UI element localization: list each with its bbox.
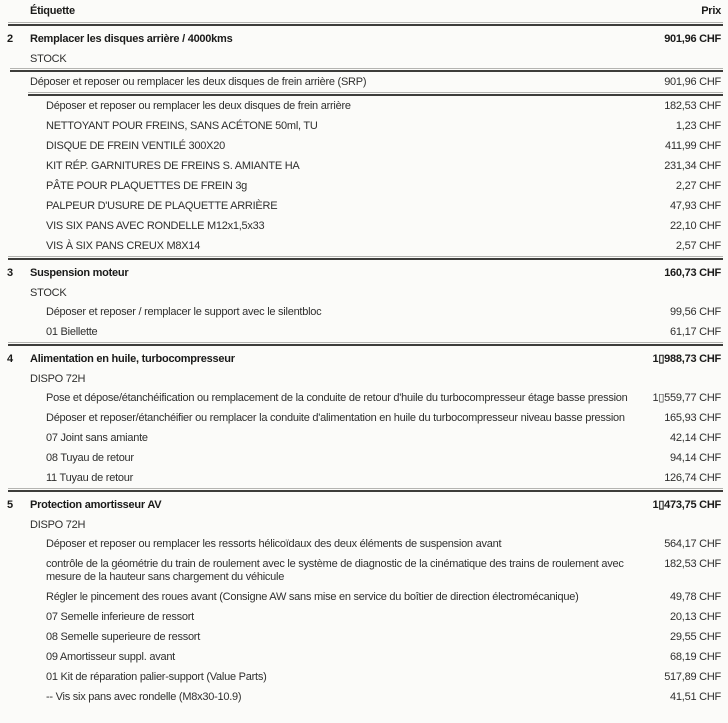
availability-label: STOCK xyxy=(30,286,67,299)
item-price: 231,34 CHF xyxy=(664,159,721,172)
section-title: Suspension moteur xyxy=(30,267,129,279)
section-title: Protection amortisseur AV xyxy=(30,499,162,511)
item-row xyxy=(0,428,728,448)
item-price: 42,14 CHF xyxy=(670,431,721,444)
item-label: PALPEUR D'USURE DE PLAQUETTE ARRIÈRE xyxy=(46,199,278,212)
availability-row xyxy=(0,284,728,302)
section-title: Alimentation en huile, turbocompresseur xyxy=(30,353,235,365)
item-row xyxy=(0,627,728,647)
item-price: 182,53 CHF xyxy=(664,99,721,112)
item-label: Déposer et reposer ou remplacer les ressorts hélicoïdaux des deux éléments de suspension avant xyxy=(46,537,502,550)
item-row xyxy=(0,156,728,176)
availability-label: STOCK xyxy=(30,52,67,65)
item-label: 09 Amortisseur suppl. avant xyxy=(46,650,175,663)
item-price: 47,93 CHF xyxy=(670,199,721,212)
item-row xyxy=(0,687,728,707)
availability-row xyxy=(0,370,728,388)
item-row xyxy=(0,667,728,687)
item-price: 68,19 CHF xyxy=(670,650,721,663)
item-label: 01 Biellette xyxy=(46,325,98,338)
section-title: Remplacer les disques arrière / 4000kms xyxy=(30,33,233,45)
item-price: 2,57 CHF xyxy=(675,239,721,252)
item-label: 08 Semelle superieure de ressort xyxy=(46,630,201,643)
item-label: VIS À SIX PANS CREUX M8X14 xyxy=(46,239,201,252)
item-row xyxy=(0,116,728,136)
item-price: 165,93 CHF xyxy=(664,411,721,424)
item-price: 1▯559,77 CHF xyxy=(652,391,721,404)
table-header-row xyxy=(0,2,728,22)
item-price: 901,96 CHF xyxy=(664,75,721,88)
item-price: 99,56 CHF xyxy=(670,305,721,318)
item-row xyxy=(0,302,728,322)
section-header-row xyxy=(0,26,728,50)
section-header-row xyxy=(0,492,728,516)
section-price: 1▯473,75 CHF xyxy=(652,499,721,511)
section-4 xyxy=(0,346,728,488)
item-label: PÂTE POUR PLAQUETTES DE FREIN 3g xyxy=(46,179,248,192)
item-price: 61,17 CHF xyxy=(670,325,721,338)
section-number: 2 xyxy=(7,33,13,45)
section-5 xyxy=(0,492,728,707)
item-row xyxy=(0,408,728,428)
section-number: 4 xyxy=(7,353,13,365)
item-price: 20,13 CHF xyxy=(670,610,721,623)
item-label: Pose et dépose/étanchéification ou remplacement de la conduite de retour d'huile du turbocompresseur étage basse pression xyxy=(46,391,628,404)
item-price: 2,27 CHF xyxy=(675,179,721,192)
item-label: Déposer et reposer / remplacer le support avec le silentbloc xyxy=(46,305,322,318)
item-price: 411,99 CHF xyxy=(665,139,721,152)
item-price: 22,10 CHF xyxy=(670,219,721,232)
item-price: 94,14 CHF xyxy=(670,451,721,464)
availability-label: DISPO 72H xyxy=(30,372,86,385)
section-2 xyxy=(0,26,728,256)
item-price: 517,89 CHF xyxy=(664,670,721,683)
section-price: 901,96 CHF xyxy=(664,33,721,45)
item-price: 182,53 CHF xyxy=(664,557,721,570)
section-header-row xyxy=(0,346,728,370)
item-price: 41,51 CHF xyxy=(670,690,721,703)
item-row xyxy=(0,236,728,256)
item-label: KIT RÉP. GARNITURES DE FREINS S. AMIANTE HA xyxy=(46,159,300,172)
item-row xyxy=(0,534,728,554)
item-row xyxy=(0,196,728,216)
item-row xyxy=(0,72,728,92)
item-row xyxy=(0,136,728,156)
item-row xyxy=(0,388,728,408)
item-label: 07 Semelle inferieure de ressort xyxy=(46,610,194,623)
item-label: Déposer et reposer ou remplacer les deux disques de frein arrière xyxy=(46,99,351,112)
item-label: Déposer et reposer ou remplacer les deux disques de frein arrière (SRP) xyxy=(30,75,367,88)
item-row xyxy=(0,216,728,236)
item-label: VIS SIX PANS AVEC RONDELLE M12x1,5x33 xyxy=(46,219,265,232)
item-row xyxy=(0,554,728,587)
item-label: 01 Kit de réparation palier-support (Value Parts) xyxy=(46,670,267,683)
availability-row xyxy=(0,50,728,68)
item-row xyxy=(0,647,728,667)
item-label: 11 Tuyau de retour xyxy=(46,471,134,484)
item-price: 49,78 CHF xyxy=(670,590,721,603)
item-label: 08 Tuyau de retour xyxy=(46,451,134,464)
item-row xyxy=(0,607,728,627)
section-number: 3 xyxy=(7,267,13,279)
item-row xyxy=(0,587,728,607)
availability-row xyxy=(0,516,728,534)
item-label: contrôle de la géométrie du train de roulement avec le système de diagnostic de la cinématique des trains de roulement avec mesure de la hauteur sans chargement du véhicule xyxy=(46,557,624,583)
item-row xyxy=(0,96,728,116)
section-3 xyxy=(0,260,728,342)
item-label: 07 Joint sans amiante xyxy=(46,431,148,444)
section-price: 160,73 CHF xyxy=(664,267,721,279)
item-row xyxy=(0,448,728,468)
item-label: NETTOYANT POUR FREINS, SANS ACÉTONE 50ml, TU xyxy=(46,119,318,132)
availability-label: DISPO 72H xyxy=(30,518,86,531)
item-label: Régler le pincement des roues avant (Consigne AW sans mise en service du boîtier de direction électromécanique) xyxy=(46,590,579,603)
item-row xyxy=(0,176,728,196)
item-label: DISQUE DE FREIN VENTILÉ 300X20 xyxy=(46,139,225,152)
section-price: 1▯988,73 CHF xyxy=(652,353,721,365)
item-label: -- Vis six pans avec rondelle (M8x30-10.9) xyxy=(46,690,242,703)
item-row xyxy=(0,322,728,342)
column-header-label: Étiquette xyxy=(30,5,75,17)
item-row xyxy=(0,468,728,488)
item-price: 126,74 CHF xyxy=(664,471,721,484)
item-label: Déposer et reposer/étanchéifier ou remplacer la conduite d'alimentation en huile du turbocompresseur niveau basse pression xyxy=(46,411,625,424)
section-header-row xyxy=(0,260,728,284)
item-price: 564,17 CHF xyxy=(664,537,721,550)
item-price: 1,23 CHF xyxy=(675,119,721,132)
item-price: 29,55 CHF xyxy=(670,630,721,643)
section-number: 5 xyxy=(7,499,13,511)
column-header-price: Prix xyxy=(701,5,721,17)
